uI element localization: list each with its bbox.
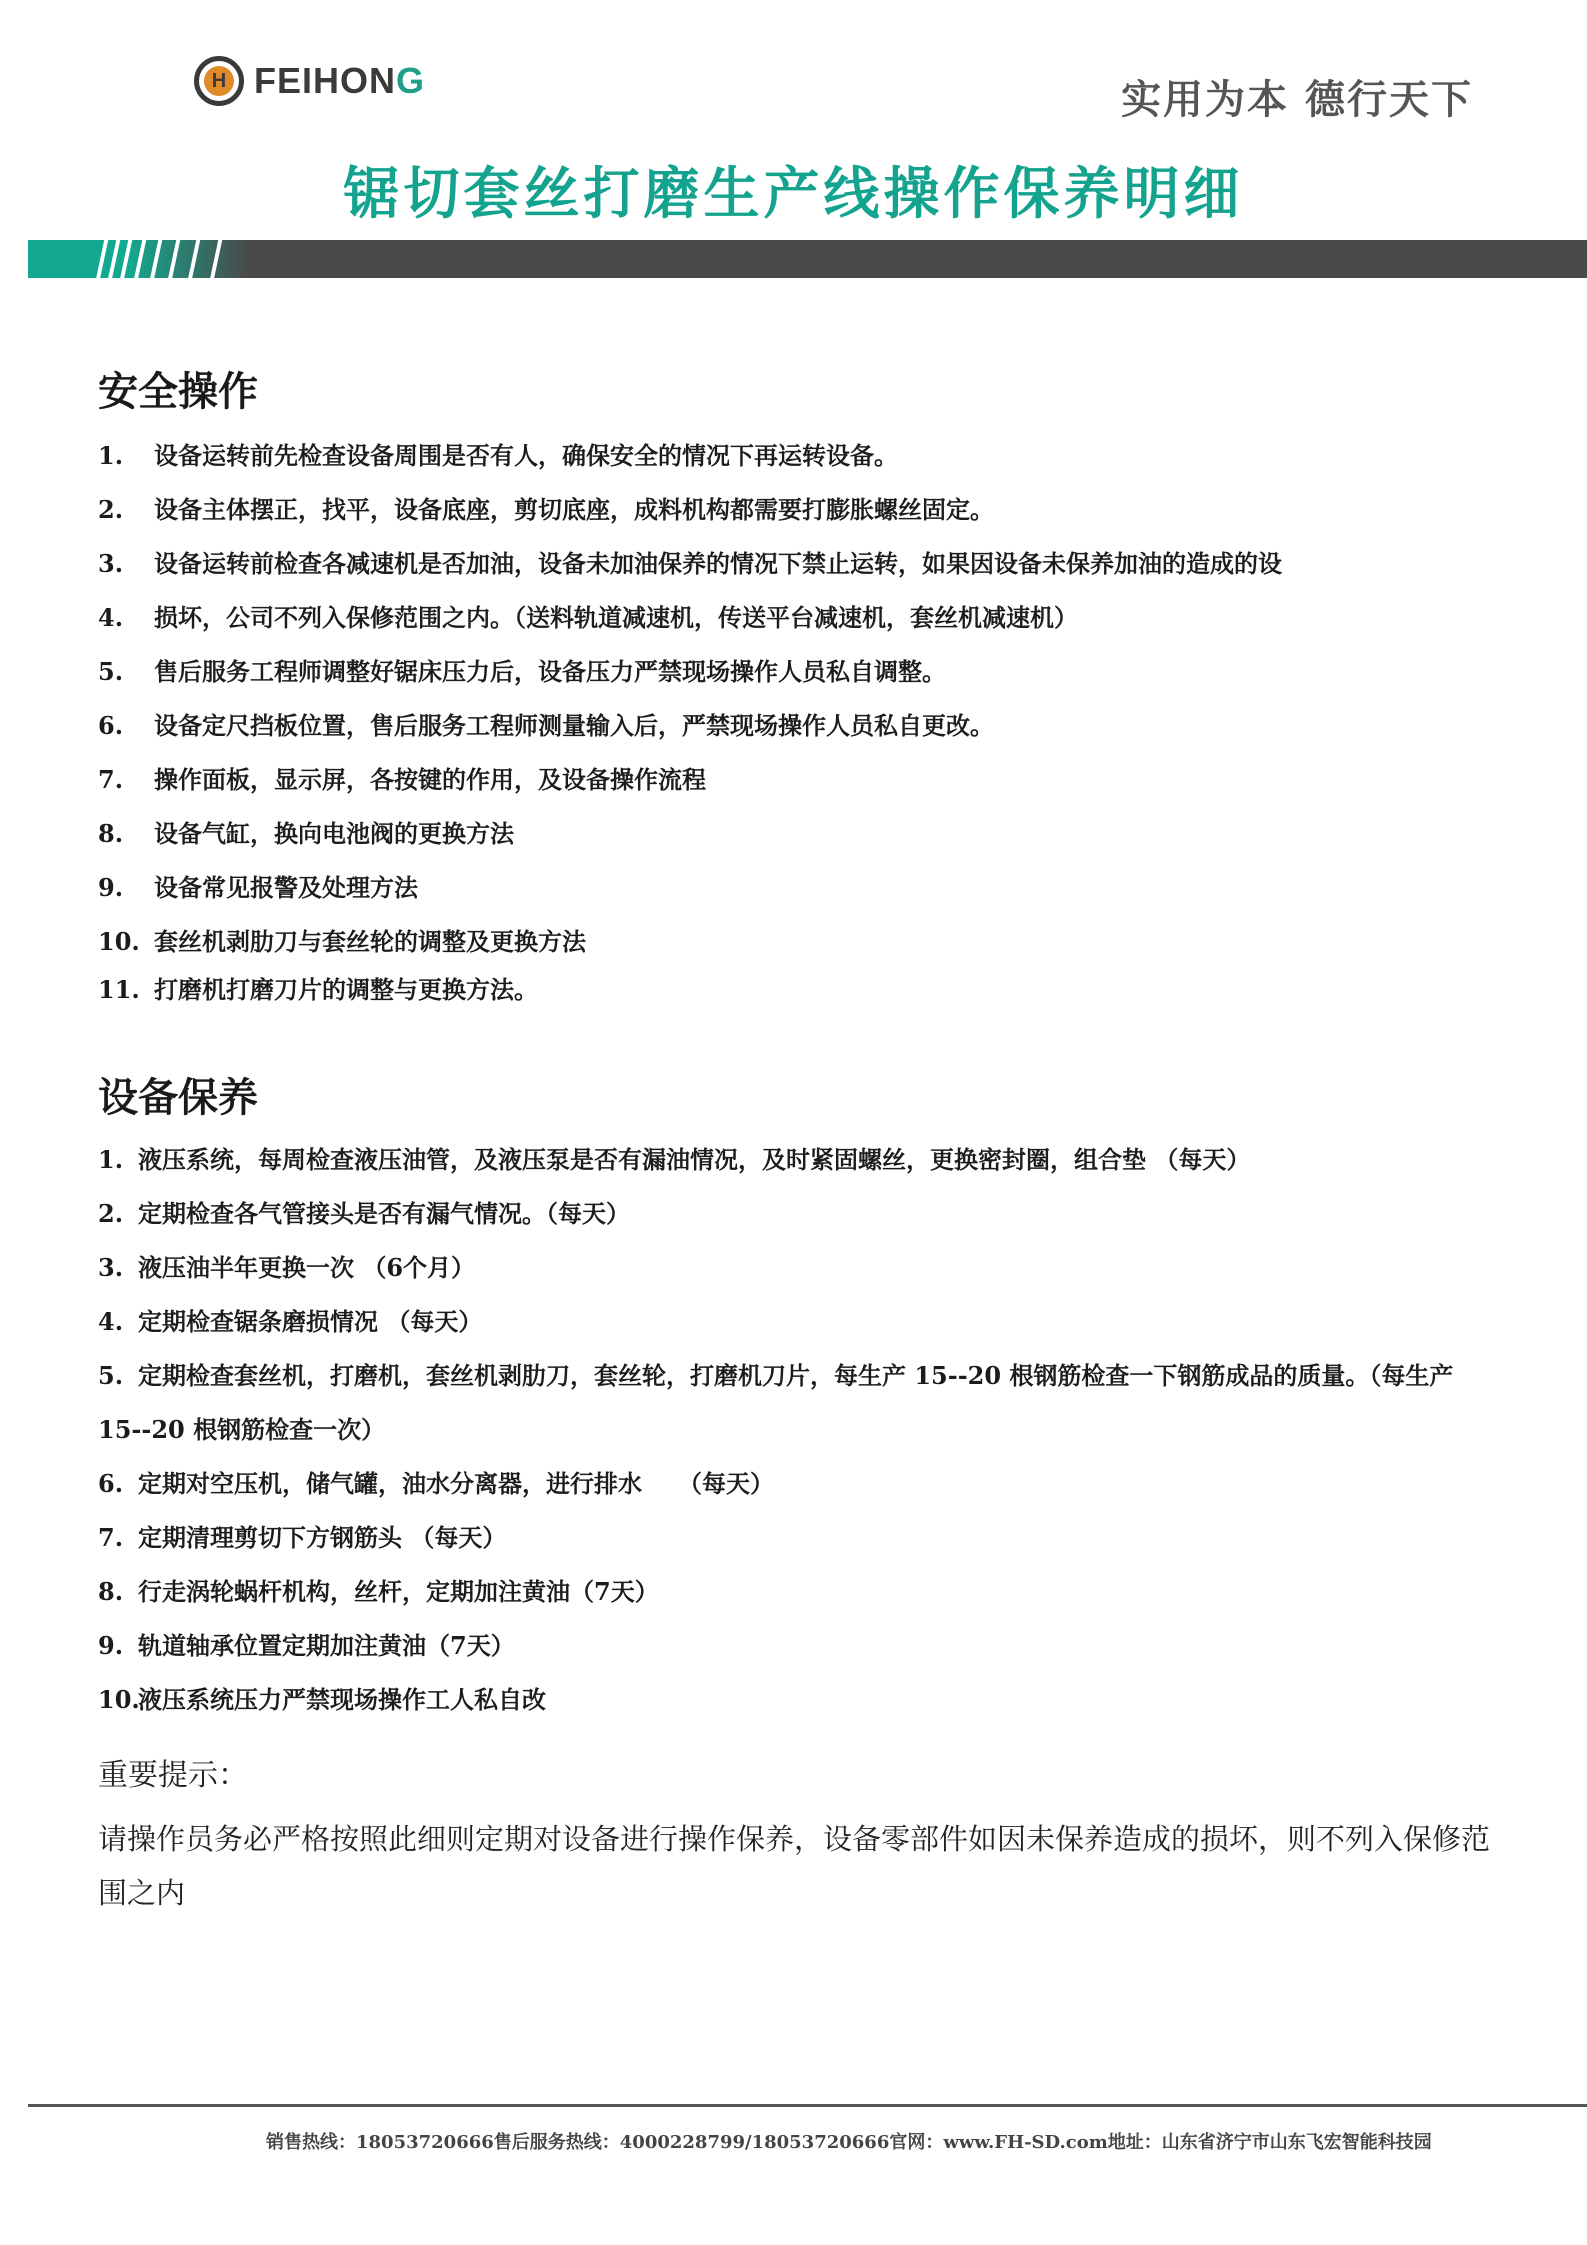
- item-text: 套丝机剥肋刀与套丝轮的调整及更换方法: [154, 927, 586, 956]
- list-item: [98, 861, 1282, 915]
- item-number: 1.: [98, 1145, 124, 1174]
- list-item: [98, 483, 1282, 537]
- item-number: 6.: [98, 1469, 124, 1498]
- item-number: 5.: [98, 1361, 124, 1390]
- list-item: [98, 807, 1282, 861]
- band-fade-segment: [128, 240, 248, 278]
- notice-body: 请操作员务必严格按照此细则定期对设备进行操作保养，设备零部件如因未保养造成的损坏，则不列入保修范围之内: [98, 1822, 1491, 1910]
- item-text: 打磨机打磨刀片的调整与更换方法。: [154, 975, 538, 1004]
- item-text: 定期清理剪切下方钢筋头 （每天）: [138, 1523, 507, 1552]
- safety-list: [98, 429, 1282, 1011]
- item-number: 3.: [98, 549, 124, 578]
- item-text: 设备运转前检查各减速机是否加油，设备未加油保养的情况下禁止运转，如果因设备未保养加油的造成的设: [154, 549, 1282, 578]
- item-text: 定期对空压机，储气罐，油水分离器，进行排水 （每天）: [138, 1469, 774, 1498]
- item-text: 定期检查套丝机，打磨机，套丝机剥肋刀，套丝轮，打磨机刀片，每生产 15--20 根钢筋检查一下钢筋成品的质量。（每生产 15--20 根钢筋检查一次）: [98, 1361, 1454, 1444]
- item-number: 6.: [98, 711, 124, 740]
- item-text: 定期检查锯条磨损情况 （每天）: [138, 1307, 483, 1336]
- list-item: [98, 429, 1282, 483]
- list-item: [98, 969, 1282, 1011]
- item-text: 液压油半年更换一次 （6个月）: [138, 1253, 476, 1282]
- item-number: 9.: [98, 873, 124, 902]
- item-text: 行走涡轮蜗杆机构，丝杆，定期加注黄油（7天）: [138, 1577, 659, 1606]
- list-item: [98, 1673, 1498, 1727]
- item-text: 液压系统，每周检查液压油管，及液压泵是否有漏油情况，及时紧固螺丝，更换密封圈，组合垫 （每天）: [138, 1145, 1251, 1174]
- header-band: [28, 240, 1587, 278]
- item-text: 设备常见报警及处理方法: [154, 873, 418, 902]
- item-text: 设备主体摆正，找平，设备底座，剪切底座，成料机构都需要打膨胀螺丝固定。: [154, 495, 994, 524]
- item-number: 10.: [98, 1685, 140, 1714]
- list-item: [98, 915, 1282, 969]
- item-number: 8.: [98, 819, 124, 848]
- footer-divider: [28, 2104, 1587, 2107]
- maintenance-list: [98, 1133, 1498, 1727]
- item-number: 7.: [98, 1523, 124, 1552]
- company-slogan: 实用为本 德行天下: [1121, 76, 1473, 123]
- list-item: [98, 1295, 1498, 1349]
- list-item: [98, 1133, 1498, 1187]
- item-text: 设备定尺挡板位置，售后服务工程师测量输入后，严禁现场操作人员私自更改。: [154, 711, 994, 740]
- notice-heading: 重要提示：: [98, 1758, 248, 1793]
- list-item: [98, 645, 1282, 699]
- company-logo: [194, 56, 425, 106]
- logo-wordmark: [254, 60, 425, 102]
- footer-contact: 销售热线：18053720666售后服务热线：4000228799/18053720666官网：www.FH-SD.com地址：山东省济宁市山东飞宏智能科技园: [266, 2132, 1432, 2153]
- logo-letter: H: [204, 66, 234, 96]
- item-text: 轨道轴承位置定期加注黄油（7天）: [138, 1631, 515, 1660]
- item-text: 设备气缸，换向电池阀的更换方法: [154, 819, 514, 848]
- list-item: [98, 591, 1282, 645]
- item-text: 损坏，公司不列入保修范围之内。（送料轨道减速机，传送平台减速机，套丝机减速机）: [154, 603, 1078, 632]
- item-text: 液压系统压力严禁现场操作工人私自改: [138, 1685, 546, 1714]
- item-number: 2.: [98, 1199, 124, 1228]
- item-text: 售后服务工程师调整好锯床压力后，设备压力严禁现场操作人员私自调整。: [154, 657, 946, 686]
- item-number: 3.: [98, 1253, 124, 1282]
- item-number: 1.: [98, 441, 124, 470]
- logo-text-main: FEIHON: [254, 60, 397, 101]
- list-item: [98, 1619, 1498, 1673]
- list-item: [98, 699, 1282, 753]
- list-item: [98, 1187, 1498, 1241]
- list-item: [98, 1565, 1498, 1619]
- safety-heading: 安全操作: [98, 368, 258, 415]
- logo-text-end: G: [396, 60, 426, 101]
- maintenance-heading: 设备保养: [98, 1074, 258, 1121]
- list-item: [98, 537, 1282, 591]
- item-number: 2.: [98, 495, 124, 524]
- list-item: [98, 1511, 1498, 1565]
- list-item: [98, 753, 1282, 807]
- item-text: 操作面板，显示屏，各按键的作用，及设备操作流程: [154, 765, 706, 794]
- logo-mark-icon: [194, 56, 244, 106]
- item-number: 5.: [98, 657, 124, 686]
- item-number: 7.: [98, 765, 124, 794]
- item-number: 8.: [98, 1577, 124, 1606]
- item-text: 定期检查各气管接头是否有漏气情况。（每天）: [138, 1199, 630, 1228]
- list-item: [98, 1349, 1498, 1457]
- document-title: 锯切套丝打磨生产线操作保养明细: [343, 161, 1244, 227]
- item-number: 10.: [98, 927, 140, 956]
- item-number: 11.: [98, 975, 140, 1004]
- item-text: 设备运转前先检查设备周围是否有人，确保安全的情况下再运转设备。: [154, 441, 898, 470]
- item-number: 9.: [98, 1631, 124, 1660]
- item-number: 4.: [98, 1307, 124, 1336]
- list-item: [98, 1241, 1498, 1295]
- item-number: 4.: [98, 603, 124, 632]
- list-item: [98, 1457, 1498, 1511]
